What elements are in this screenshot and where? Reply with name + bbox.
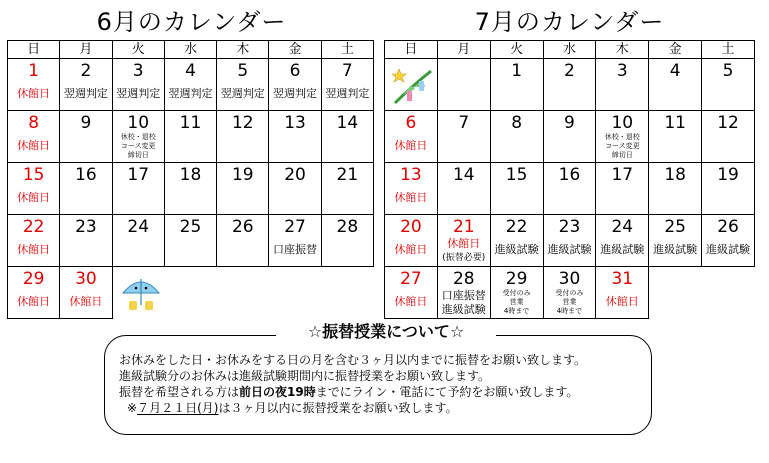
june-title: 6月のカレンダー: [96, 8, 287, 36]
day-cell: [112, 267, 164, 319]
day-number: 26: [231, 217, 254, 237]
day-cell: [60, 111, 112, 163]
day-number: 29: [505, 269, 528, 289]
day-cell: [60, 59, 112, 111]
day-note: 休館日: [17, 243, 51, 256]
day-note-small: 4時まで: [503, 307, 530, 315]
day-cell: [649, 163, 702, 215]
day-number: 27: [400, 269, 422, 289]
day-number: 7: [341, 61, 353, 81]
day-number: 12: [717, 113, 739, 133]
day-cell: [437, 111, 490, 163]
day-number: 16: [75, 165, 97, 185]
info-title: ☆振替授業について☆: [276, 322, 496, 342]
day-number: 9: [80, 113, 92, 133]
day-cell: [60, 215, 112, 267]
day-note: 翌週判定: [116, 87, 161, 100]
tanabata-icon: [389, 63, 437, 111]
day-cell: [164, 163, 216, 215]
day-number: 8: [28, 113, 40, 133]
info-line-1: お休みをした日・お休みをする日の月を含む３ヶ月以内までに振替をお願い致します。: [119, 353, 587, 367]
day-note: 休館日: [17, 87, 51, 100]
day-number: 25: [664, 217, 686, 237]
day-number: 10: [127, 113, 150, 133]
day-number: 20: [400, 217, 422, 237]
day-cell: [543, 111, 596, 163]
day-cell: [269, 215, 321, 267]
day-note: 翌週判定: [220, 87, 265, 100]
day-note: 進級試験: [494, 243, 539, 256]
day-cell: [649, 111, 702, 163]
day-cell: [112, 59, 164, 111]
day-number: 13: [400, 165, 422, 185]
day-number: 19: [717, 165, 739, 185]
day-note: 休館日: [69, 295, 103, 308]
day-cell: [112, 215, 164, 267]
day-number: 21: [452, 217, 475, 237]
day-number: 30: [558, 269, 581, 289]
day-note: 進級試験: [653, 243, 698, 256]
day-cell: [60, 267, 112, 319]
day-number: 23: [558, 217, 581, 237]
day-number: 10: [611, 113, 634, 133]
day-number: 28: [336, 217, 359, 237]
empty-cell: [321, 267, 373, 319]
day-cell: [8, 267, 60, 319]
day-note: 翌週判定: [325, 87, 370, 100]
empty-cell: [269, 267, 321, 319]
weekday-header: 日: [8, 41, 60, 59]
week-row: [385, 215, 755, 267]
day-note: 休館日: [605, 295, 639, 308]
day-cell: [596, 267, 649, 319]
day-cell: [217, 59, 269, 111]
day-note-secondary: 進級試験: [441, 303, 486, 316]
day-cell: [217, 111, 269, 163]
day-number: 14: [452, 165, 475, 185]
day-note: 進級試験: [600, 243, 645, 256]
july-title: 7月のカレンダー: [474, 8, 665, 36]
day-cell: [321, 59, 373, 111]
day-number: 23: [75, 217, 97, 237]
day-cell: [543, 163, 596, 215]
weekday-header: 火: [490, 41, 543, 59]
weekday-header: 水: [164, 41, 216, 59]
day-number: 6: [405, 113, 417, 133]
day-cell: [385, 59, 438, 111]
day-cell: [596, 163, 649, 215]
day-note: 休館日: [17, 295, 51, 308]
day-number: 20: [284, 165, 306, 185]
weekday-header: 日: [385, 41, 438, 59]
day-number: 11: [664, 113, 686, 133]
day-cell: [385, 267, 438, 319]
day-number: 26: [717, 217, 739, 237]
day-number: 16: [558, 165, 581, 185]
day-cell: [490, 267, 543, 319]
day-cell: [490, 59, 543, 111]
day-number: 5: [722, 61, 734, 81]
day-cell: [164, 215, 216, 267]
day-note: 休館日: [17, 139, 51, 152]
day-note-small: 4時まで: [556, 307, 583, 315]
weekday-header: 土: [321, 41, 373, 59]
day-number: 6: [289, 61, 301, 81]
day-note: 休館日: [17, 191, 51, 204]
empty-cell: [702, 267, 755, 319]
weekday-header: 月: [437, 41, 490, 59]
july-calendar: [384, 40, 755, 319]
day-note-small: 営業: [562, 298, 577, 306]
day-note-small: 締切日: [127, 151, 149, 159]
weekday-header: 木: [217, 41, 269, 59]
day-note: 翌週判定: [168, 87, 213, 100]
day-number: 1: [511, 61, 523, 81]
day-number: 14: [336, 113, 359, 133]
day-cell: [702, 163, 755, 215]
day-cell: [8, 215, 60, 267]
day-number: 4: [185, 61, 196, 81]
day-cell: [702, 59, 755, 111]
day-number: 18: [179, 165, 202, 185]
day-number: 22: [22, 217, 45, 237]
umbrella-icon: [119, 275, 163, 319]
day-note: 休館日: [394, 139, 428, 152]
day-cell: [8, 59, 60, 111]
day-number: 31: [611, 269, 634, 289]
week-row: [8, 59, 374, 111]
day-cell: [490, 163, 543, 215]
day-note: 休館日: [394, 295, 428, 308]
day-note-small: 休校・退校: [120, 133, 156, 141]
day-note: 進級試験: [547, 243, 592, 256]
day-cell: [596, 215, 649, 267]
info-line-3: 振替を希望される方は前日の夜19時までにライン・電話にて予約をお願い致します。: [119, 385, 579, 399]
day-number: 3: [132, 61, 144, 81]
day-cell: [385, 163, 438, 215]
day-cell: [702, 111, 755, 163]
day-cell: [8, 111, 60, 163]
day-number: 24: [611, 217, 634, 237]
day-number: 15: [505, 165, 528, 185]
weekday-header: 水: [543, 41, 596, 59]
day-cell: [164, 59, 216, 111]
day-number: 17: [611, 165, 634, 185]
day-number: 21: [336, 165, 359, 185]
day-cell: [543, 267, 596, 319]
empty-cell: [217, 267, 269, 319]
info-line-4: ※７月２１日(月)は３ヶ月以内に振替授業をお願い致します。: [127, 401, 458, 415]
empty-cell: [164, 267, 216, 319]
day-cell: [385, 111, 438, 163]
day-cell: [217, 163, 269, 215]
week-row: [8, 163, 374, 215]
day-number: 8: [511, 113, 523, 133]
week-row: [385, 59, 755, 111]
day-cell: [321, 163, 373, 215]
day-cell: [269, 59, 321, 111]
day-note: 翌週判定: [273, 87, 318, 100]
day-number: 13: [284, 113, 306, 133]
day-note-small: 営業: [509, 298, 524, 306]
day-cell: [60, 163, 112, 215]
day-note: 休館日: [394, 243, 428, 256]
day-note: 休館日: [394, 191, 428, 204]
week-row: [8, 215, 374, 267]
day-number: 17: [127, 165, 150, 185]
june-calendar: [7, 40, 374, 319]
day-number: 19: [231, 165, 254, 185]
day-cell: [437, 267, 490, 319]
day-cell: [112, 111, 164, 163]
day-cell: [437, 215, 490, 267]
day-number: 15: [22, 165, 45, 185]
weekday-header: 木: [596, 41, 649, 59]
day-number: 12: [231, 113, 254, 133]
day-cell: [490, 215, 543, 267]
week-row: [8, 111, 374, 163]
day-note: 休館日: [447, 237, 481, 250]
weekday-header: 土: [702, 41, 755, 59]
day-note: 口座振替: [273, 243, 318, 256]
info-line-2: 進級試験分のお休みは進級試験期間内に振替授業をお願い致します。: [119, 369, 491, 383]
week-row: [385, 111, 755, 163]
day-note-small: 締切日: [611, 151, 633, 159]
week-row: [385, 267, 755, 319]
day-number: 29: [22, 269, 45, 289]
day-cell: [321, 111, 373, 163]
day-cell: [596, 59, 649, 111]
day-number: 27: [284, 217, 306, 237]
day-number: 18: [664, 165, 686, 185]
info-box: [104, 335, 652, 435]
day-cell: [543, 59, 596, 111]
highlight-date: ７月２１日(月): [137, 401, 219, 415]
day-number: 22: [505, 217, 528, 237]
day-number: 4: [669, 61, 681, 81]
day-note: 口座振替: [441, 289, 486, 302]
day-note-small: 休校・退校: [604, 133, 640, 141]
day-cell: [112, 163, 164, 215]
day-note-small: コース変更: [604, 142, 640, 150]
day-note-small: コース変更: [120, 142, 156, 150]
week-row: [385, 163, 755, 215]
day-number: 1: [28, 61, 40, 81]
day-cell: [702, 215, 755, 267]
day-number: 3: [616, 61, 628, 81]
weekday-header: 金: [649, 41, 702, 59]
day-number: 28: [452, 269, 475, 289]
day-number: 11: [179, 113, 202, 133]
weekday-header: 金: [269, 41, 321, 59]
weekday-header: 火: [112, 41, 164, 59]
day-cell: [164, 111, 216, 163]
day-cell: [490, 111, 543, 163]
day-cell: [269, 111, 321, 163]
day-number: 5: [237, 61, 249, 81]
day-cell: [269, 163, 321, 215]
day-note: 進級試験: [706, 243, 751, 256]
day-number: 7: [458, 113, 470, 133]
day-cell: [8, 163, 60, 215]
day-cell: [543, 215, 596, 267]
day-number: 2: [80, 61, 92, 81]
day-cell: [437, 163, 490, 215]
day-cell: [217, 215, 269, 267]
deadline-time: 前日の夜19時: [239, 385, 316, 399]
day-cell: [649, 59, 702, 111]
day-cell: [385, 215, 438, 267]
day-note: 翌週判定: [63, 87, 108, 100]
day-cell: [596, 111, 649, 163]
day-note-small: 受付のみ: [555, 289, 584, 297]
week-row: [8, 267, 374, 319]
day-note-secondary: (振替必要): [442, 253, 486, 263]
day-number: 30: [75, 269, 97, 289]
day-number: 2: [564, 61, 575, 81]
weekday-header: 月: [60, 41, 112, 59]
empty-cell: [649, 267, 702, 319]
day-number: 24: [127, 217, 150, 237]
day-cell: [649, 215, 702, 267]
day-cell: [437, 59, 490, 111]
day-cell: [321, 215, 373, 267]
day-number: 25: [179, 217, 202, 237]
day-note-small: 受付のみ: [502, 289, 531, 297]
day-number: 9: [564, 113, 575, 133]
